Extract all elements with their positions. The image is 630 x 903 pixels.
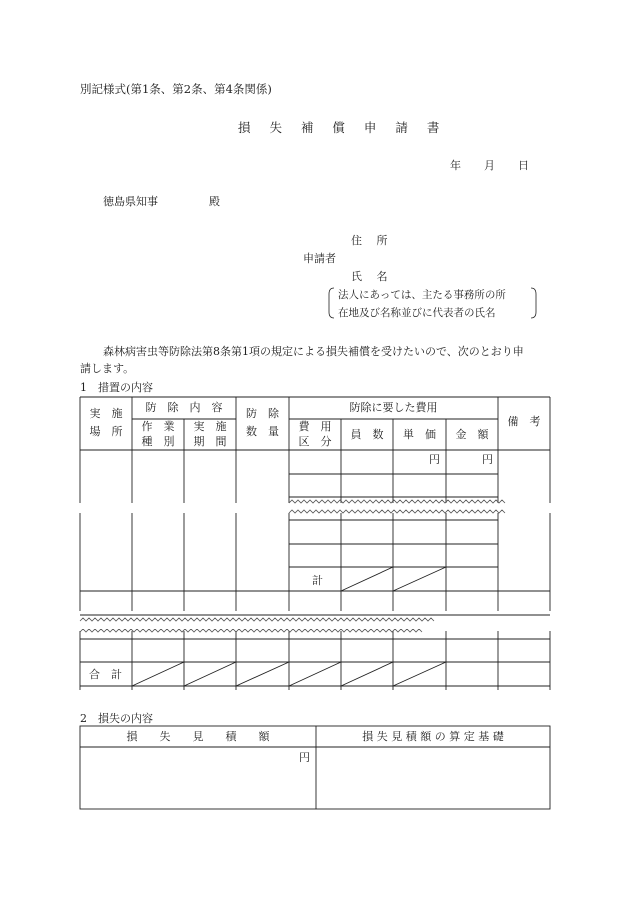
subtotal-label: 計 xyxy=(312,574,323,587)
col-work-type-line2: 種 別 xyxy=(141,435,175,448)
col-remarks: 備 考 xyxy=(507,415,541,428)
date-month: 月 xyxy=(484,159,495,172)
address-label: 住 所 xyxy=(351,234,393,247)
applicant-label: 申請者 xyxy=(303,252,336,265)
col-count: 員 数 xyxy=(350,428,384,441)
loss-estimate-yen: 円 xyxy=(299,751,310,764)
form-reference: 別記様式(第1条、第2条、第4条関係) xyxy=(80,82,272,96)
col-cost-category-line2: 区 分 xyxy=(298,435,332,448)
col-quantity-line2: 数 量 xyxy=(246,425,279,438)
applicant-note-line1: 法人にあっては、主たる事務所の所 xyxy=(338,289,506,301)
date-year: 年 xyxy=(450,159,461,172)
total-label: 合 計 xyxy=(89,668,122,681)
unit-price-yen: 円 xyxy=(429,453,440,466)
col-unit-price: 単 価 xyxy=(403,428,436,441)
section1-heading: 1 措置の内容 xyxy=(80,381,153,394)
name-label: 氏 名 xyxy=(351,270,393,283)
col-place-line1: 実 施 xyxy=(89,407,123,420)
section2-heading: 2 損失の内容 xyxy=(80,712,153,725)
loss-estimate-header: 損 失 見 積 額 xyxy=(126,730,270,743)
calculation-basis-header: 損 失 見 積 額 の 算 定 基 礎 xyxy=(362,730,504,743)
applicant-note-line2: 在地及び名称並びに代表者の氏名 xyxy=(338,307,496,319)
date-day: 日 xyxy=(518,159,529,172)
col-control-content: 防 除 内 容 xyxy=(145,401,223,414)
page-title: 損 失 補 償 申 請 書 xyxy=(238,120,447,135)
col-period-line2: 期 間 xyxy=(193,435,227,448)
col-work-type-line1: 作 業 xyxy=(141,420,175,433)
body-text-line2: 請します。 xyxy=(80,362,135,375)
col-cost-category-line1: 費 用 xyxy=(298,420,332,433)
body-text-line1: 森林病害虫等防除法第8条第1項の規定による損失補償を受けたいので、次のとおり申 xyxy=(103,345,524,358)
amount-yen: 円 xyxy=(482,453,493,466)
col-quantity-line1: 防 除 xyxy=(246,407,279,420)
addressee: 徳島県知事 xyxy=(103,195,158,208)
col-place-line2: 場 所 xyxy=(89,425,123,438)
honorific: 殿 xyxy=(209,195,220,208)
col-period-line1: 実 施 xyxy=(193,420,227,433)
col-amount: 金 額 xyxy=(455,428,489,441)
col-costs: 防除に要した費用 xyxy=(349,401,438,414)
